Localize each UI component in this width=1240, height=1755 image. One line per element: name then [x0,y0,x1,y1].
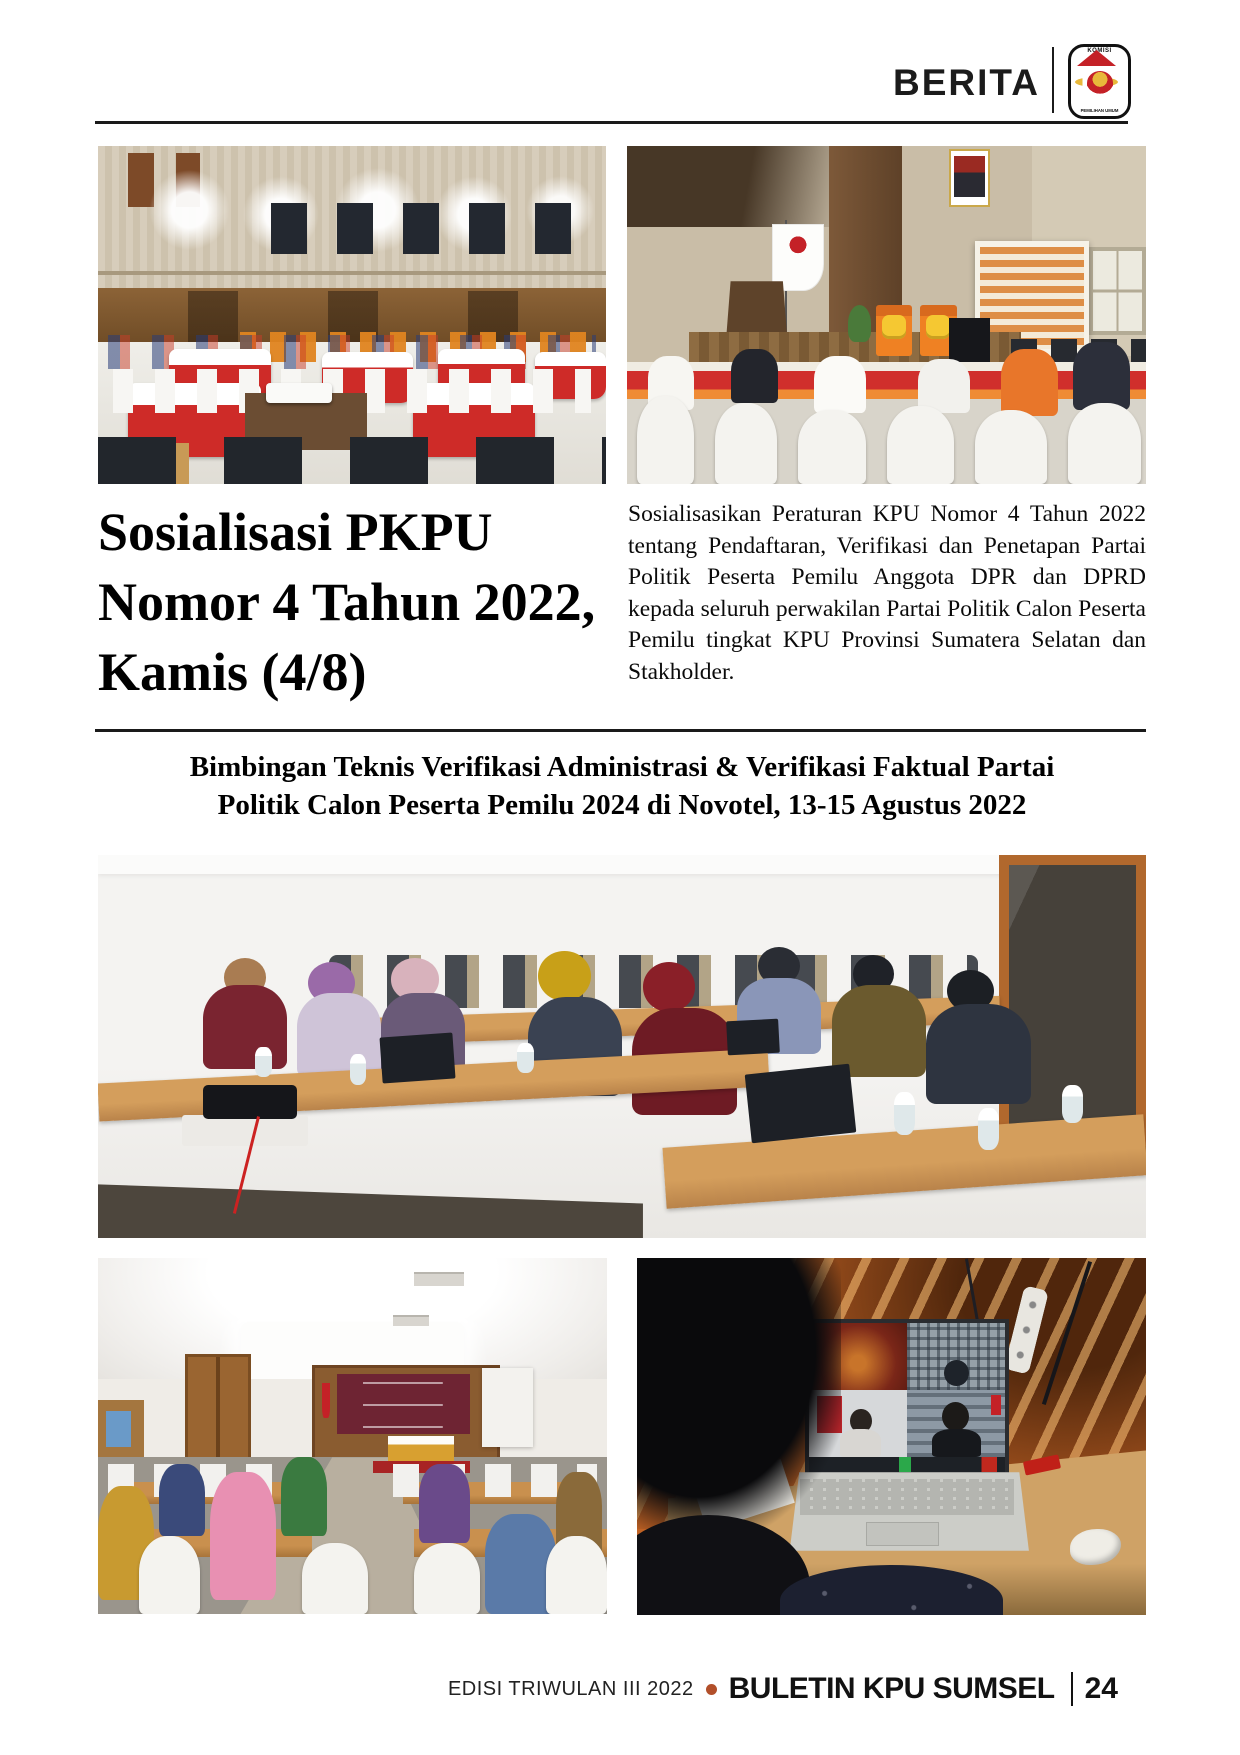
mascot-face [926,315,949,339]
participant-head [942,1402,969,1432]
photo-bimtek-training-room [98,855,1146,1238]
article-headline [98,497,608,707]
photo-sosialisasi-hall-screen [627,146,1146,484]
photo-sosialisasi-hall-tables [98,146,606,484]
mascot-face [882,315,905,339]
kpu-logo-icon [1068,44,1131,119]
white-chair-cover [637,396,694,484]
video-tile-building [907,1323,1005,1390]
window [1089,247,1146,335]
headline-line: Sosialisasi PKPU [98,502,493,562]
bulletin-title: BULETIN KPU SUMSEL [728,1672,1055,1705]
projector-stand [182,1115,308,1146]
white-chair-cover [887,406,954,484]
potted-plant [848,305,871,342]
laptop [726,1018,780,1055]
attendee-dark-shirt [1073,342,1130,410]
water-bottle [255,1047,272,1078]
video-tile-speaker-building [907,1390,1005,1457]
white-chair-cover [414,1543,480,1614]
section-title-line: Politik Calon Peserta Pemilu 2024 di Novotel, 13-15 Agustus 2022 [217,789,1027,821]
foreground-chair-backs [98,437,606,484]
page-number: 24 [1084,1672,1118,1705]
laptop [744,1064,855,1144]
header-rule [95,121,1128,124]
upper-dark-beam [627,146,845,227]
water-bottle [978,1108,999,1150]
participant-head [944,1360,969,1387]
participant-torso [932,1429,981,1457]
white-chair-cover [546,1536,607,1614]
attendee-torso [926,1004,1031,1104]
water-bottle [1062,1085,1083,1123]
attendee-torso [297,993,381,1077]
white-chair-cover [798,410,865,484]
laptop-trackpad [866,1522,939,1545]
room-ceiling [98,855,1146,874]
headline-line: Kamis (4/8) [98,642,367,702]
footer-divider-bar [1071,1672,1073,1706]
attendee-torso [419,1464,470,1542]
attendee-white-shirt [918,359,970,413]
president-portrait [954,156,985,197]
edition-label: EDISI TRIWULAN III 2022 [447,1677,694,1700]
ceiling-vent [393,1315,429,1326]
headline-line: Nomor 4 Tahun 2022, [98,572,596,632]
foreground-silhouette-head [637,1258,841,1529]
red-flag [322,1383,330,1419]
section-title-line: Bimbingan Teknis Verifikasi Administrasi & Verifikasi Faktual Partai [189,751,1055,783]
kpu-logo-garuda-shape [1087,71,1113,95]
ceiling-vent [414,1272,465,1286]
kpu-logo-top-text: KOMISI [1087,48,1112,54]
water-bottle [894,1092,915,1134]
laptop [379,1032,455,1083]
photo-bimtek-room-back-view [98,1258,607,1614]
head-table-red-skirt [627,362,1146,399]
white-chair-cover [1068,403,1141,484]
white-chair-cover [975,410,1048,484]
attendee-green-batik [281,1457,327,1535]
wall-poster [106,1411,131,1447]
attendee-pink-hijab [210,1472,276,1600]
section-title [98,748,1146,824]
white-chair-cover [302,1543,368,1614]
article-body-text: Sosialisasikan Peraturan KPU Nomor 4 Tahun 2022 tentang Pendaftaran, Verifikasi dan Penetapan Partai Politik Peserta Pemilu Anggota DPR dan DPRD kepada seluruh perwakilan Partai Politik Calon Peserta Pemilu tingkat KPU Provinsi Sumatera Selatan dan Stakholder. [628,501,1146,685]
attendee-dark-shirt [731,349,778,403]
attendee-orange-shirt [1001,349,1058,417]
footer-dot-icon [706,1684,717,1695]
attendee-red-hijab [643,962,695,1012]
participant-torso [840,1429,881,1457]
attendee-yellow-hijab [538,951,590,1001]
projector [266,383,332,403]
section-divider-rule [95,729,1146,732]
white-chair-cover [715,403,777,484]
water-bottle [517,1043,534,1074]
mezzanine-edge [98,271,606,275]
attendee-blue-shirt [159,1464,205,1535]
header-divider-bar [1052,47,1054,113]
page-section-label: BERITA [893,62,1040,103]
kpu-logo-bottom-text: PEMILIHAN UMUM [1080,108,1119,114]
white-chair-cover [139,1536,200,1614]
page-footer [448,1672,1118,1706]
attendee-white-shirt [814,356,866,413]
photo-laptop-video-call [637,1258,1146,1615]
portrait-frames-row [271,203,586,254]
water-bottle [350,1054,367,1085]
attendee-maroon-shirt [203,985,287,1069]
kpu-flag-emblem [785,234,811,261]
red-flag-small [991,1395,1001,1415]
projector [203,1085,297,1119]
projection-screen [482,1368,533,1446]
event-backdrop-banner [337,1374,469,1435]
